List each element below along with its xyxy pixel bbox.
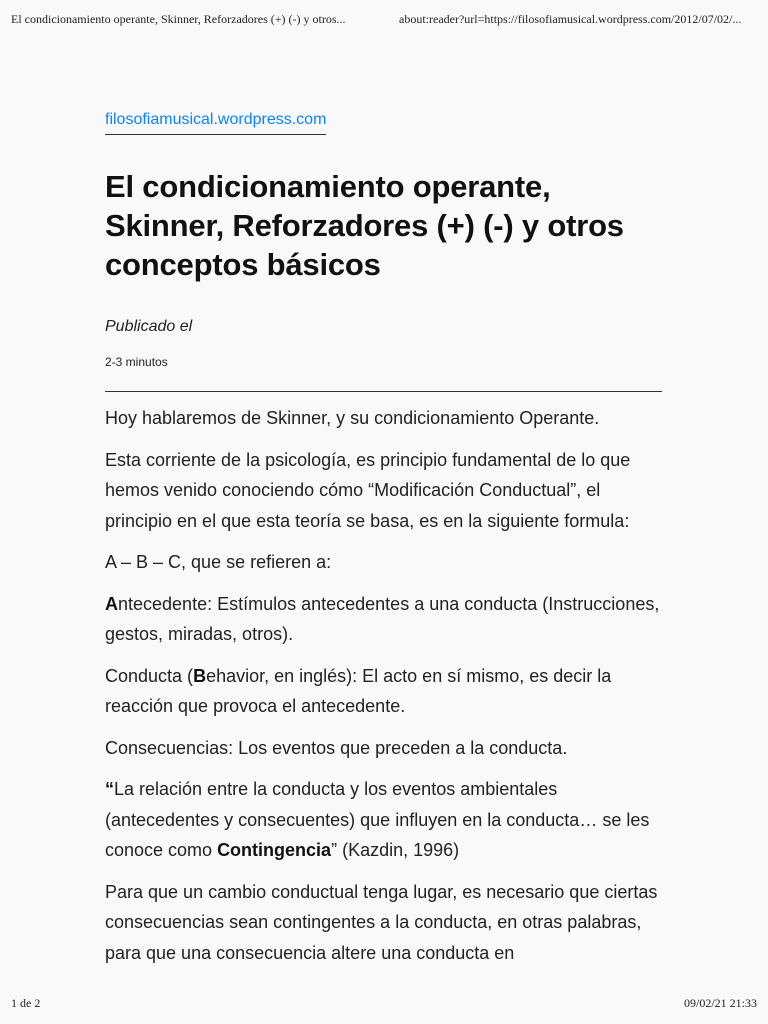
source-domain-link[interactable]: filosofiamusical.wordpress.com	[105, 110, 326, 135]
contingencia-term: Contingencia	[217, 840, 332, 860]
paragraph-conducta	[105, 661, 662, 722]
paragraph-quote	[105, 774, 662, 866]
reader-article	[105, 110, 662, 979]
print-header-url: about:reader?url=https://filosofiamusical.wordpress.com/2012/07/02/...	[399, 12, 742, 26]
header-divider	[105, 391, 662, 392]
article-byline: Publicado el	[105, 318, 193, 335]
quote-text: La relación entre la conducta y los eventos ambientales (antecedentes y consecuentes) que influyen en la conducta… se les conoce como	[105, 779, 650, 860]
quote-citation: ” (Kazdin, 1996)	[331, 840, 460, 860]
article-title: El condicionamiento operante, Skinner, Reforzadores (+) (-) y otros conceptos básicos	[105, 169, 624, 282]
paragraph-intro: Hoy hablaremos de Skinner, y su condicionamiento Operante.	[105, 408, 600, 428]
print-datetime: 09/02/21 21:33	[683, 996, 757, 1010]
paragraph-consecuencias: Consecuencias: Los eventos que preceden a la conducta.	[105, 737, 568, 758]
print-header	[11, 12, 757, 28]
bold-letter-a: A	[105, 593, 118, 614]
conducta-prefix: Conducta (	[105, 665, 194, 686]
print-footer	[11, 996, 757, 1012]
paragraph-principle: Esta corriente de la psicología, es principio fundamental de lo que hemos venido conociendo cómo “Modificación Conductual”, el principio en el que esta teoría se basa, es en la siguiente formula:	[105, 449, 631, 531]
antecedente-text: ntecedente: Estímulos antecedentes a una conducta (Instrucciones, gestos, miradas, otros).	[105, 593, 660, 644]
paragraph-cambio: Para que un cambio conductual tenga lugar, es necesario que ciertas consecuencias sean contingentes a la conducta, en otras palabras, para que una consecuencia altere una conducta en	[105, 881, 658, 963]
page-number: 1 de 2	[11, 996, 41, 1010]
conducta-text: ehavior, en inglés): El acto en sí mismo, es decir la reacción que provoca el antecedente.	[105, 665, 612, 716]
paragraph-abc: A – B – C, que se refieren a:	[105, 552, 332, 572]
bold-letter-b: B	[193, 665, 207, 686]
paragraph-antecedente	[105, 589, 662, 650]
article-content	[105, 403, 662, 968]
quote-open-mark: “	[105, 779, 114, 799]
print-header-title: El condicionamiento operante, Skinner, Reforzadores (+) (-) y otros...	[11, 12, 346, 26]
reading-time: 2-3 minutos	[105, 355, 168, 369]
